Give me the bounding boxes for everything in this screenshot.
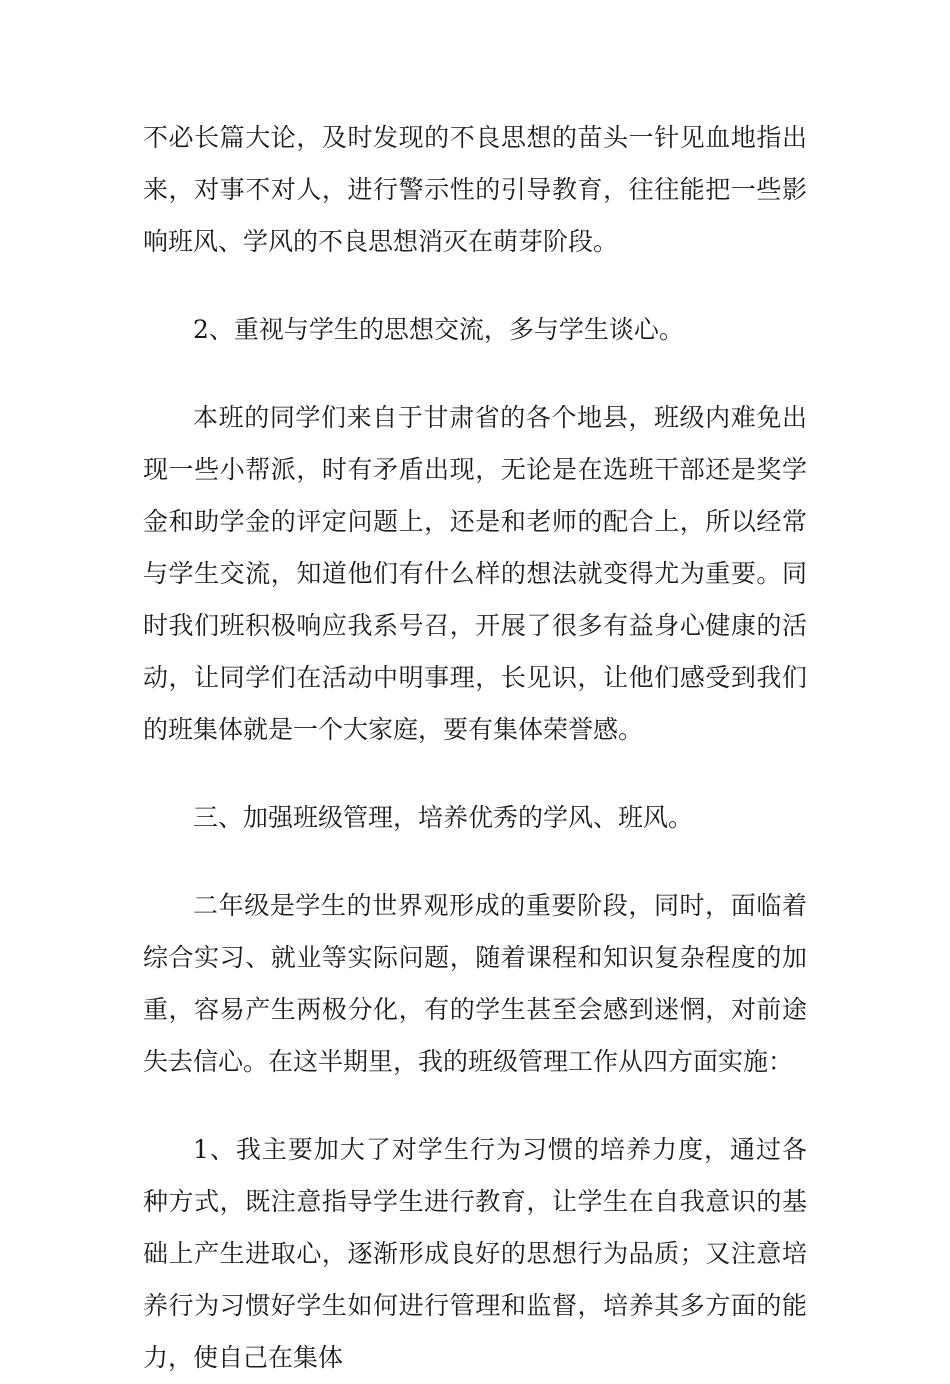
- heading-class-management: 三、加强班级管理，培养优秀的学风、班风。: [193, 803, 694, 832]
- document-body: [143, 112, 807, 1384]
- paragraph-behavior-habits: 1、我主要加大了对学生行为习惯的培养力度，通过各种方式，既注意指导学生进行教育，让学生在自我意识的基础上产生进取心，逐渐形成良好的思想行为品质；又注意培养行为习惯好学生如何进行管理和监督，培养其多方面的能力，使自己在集体: [143, 1135, 807, 1372]
- paragraph-continuation: 不必长篇大论，及时发现的不良思想的苗头一针见血地指出来，对事不对人，进行警示性的引导教育，往往能把一些影响班风、学风的不良思想消灭在萌芽阶段。: [143, 123, 807, 256]
- subheading-thought-exchange: 2、重视与学生的思想交流，多与学生谈心。: [193, 315, 684, 344]
- paragraph-second-year: 二年级是学生的世界观形成的重要阶段，同时，面临着综合实习、就业等实际问题，随着课程和知识复杂程度的加重，容易产生两极分化，有的学生甚至会感到迷惘，对前途失去信心。在这半期里，我的班级管理工作从四方面实施：: [143, 891, 807, 1076]
- paragraph-class-communication: 本班的同学们来自于甘肃省的各个地县，班级内难免出现一些小帮派，时有矛盾出现，无论是在选班干部还是奖学金和助学金的评定问题上，还是和老师的配合上，所以经常与学生交流，知道他们有什么样的想法就变得尤为重要。同时我们班积极响应我系号召，开展了很多有益身心健康的活动，让同学们在活动中明事理，长见识，让他们感受到我们的班集体就是一个大家庭，要有集体荣誉感。: [143, 403, 807, 744]
